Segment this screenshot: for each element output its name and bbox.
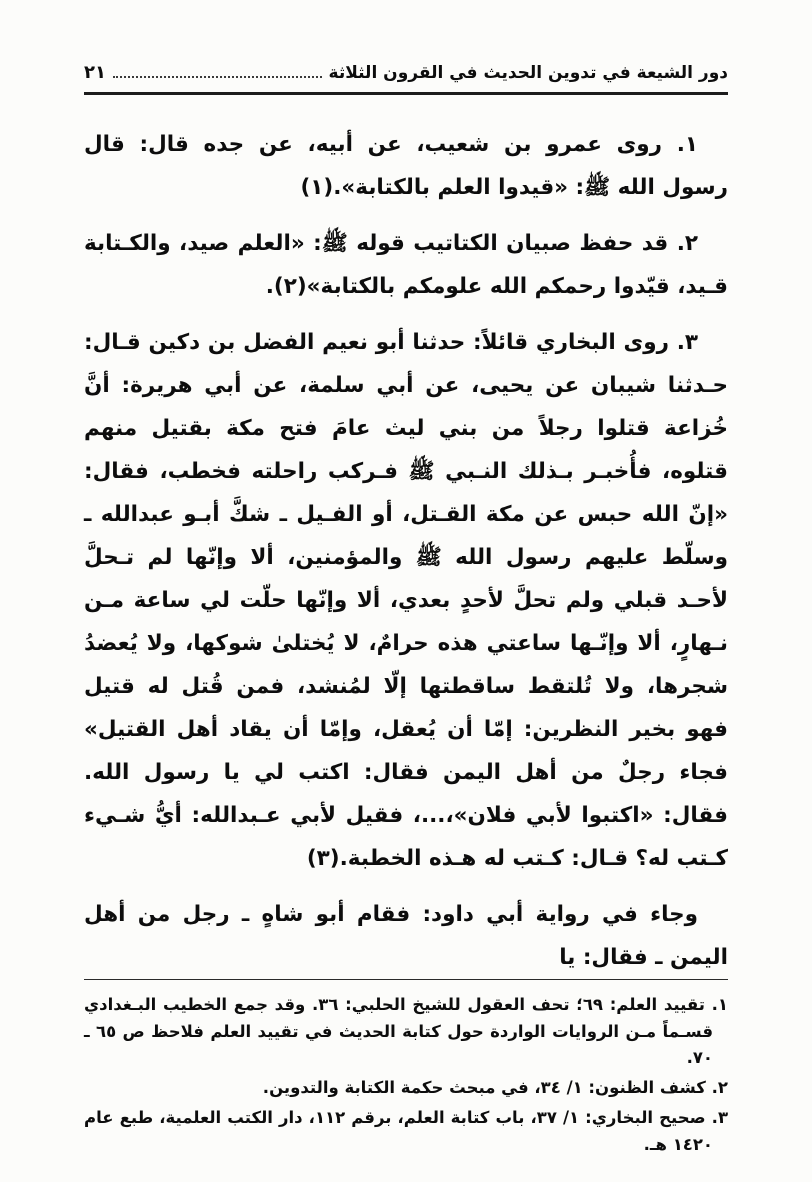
dot-leader [113,75,322,78]
footnote-area [84,979,728,1161]
chapter-title: دور الشيعة في تدوين الحديث في القرون الثلاثة [328,63,728,83]
footnote-3: ٣. صحيح البخاري: ١/ ٣٧، باب كتابة العلم، برقم ١١٢، دار الكتب العلمية، طبع عام ١٤٢٠ هـ. [84,1107,729,1154]
paragraph-4: وجاء في رواية أبي داود: فقام أبو شاهٍ ـ رجل من أهل اليمن ـ فقال: يا [84,902,728,970]
page-number: ٢١ [84,62,106,83]
paragraph-3: ٣. روى البخاري قائلاً: حدثنا أبو نعيم الفضل بن دكين قـال: حـدثنا شيبان عن يحيى، عن أبي سلمة، عن أبي هريرة: أنَّ خُزاعة قتلوا رجلاً من بني ليث عامَ فتح مكة بقتيل منهم قتلوه، فأُخبـر بـذلك النـبي ﷺ فـركب راحلته فخطب، فقال: «إنّ الله حبس عن مكة القـتل، أو الفـيل ـ شكَّ أبـو عبدالله ـ وسلّط عليهم رسول الله ﷺ والمؤمنين، ألا وإنّها لم تـحلَّ لأحـد قبلي ولم تحلَّ لأحدٍ بعدي، ألا وإنّها حلّت لي ساعة مـن نـهارٍ، ألا وإنّـها ساعتي هذه حرامٌ، لا يُختلىٰ شوكها، ولا يُعضدُ شجرها، ولا تُلتقط ساقطتها إلّا لمُنشد، فمن قُتل له قتيل فهو بخير النظرين: إمّا أن يُعقل، وإمّا أن يقاد أهل القتيل» فجاء رجلٌ من أهل اليمن فقال: اكتب لي يا رسول الله. فقال: «اكتبوا لأبي فلان»،...، فقيل لأبي عـبدالله: أيُّ شـيء كـتب له؟ قـال: كـتب له هـذه الخطبة.(٣) [84,330,728,871]
footnote-2: ٢. كشف الظنون: ١/ ٣٤، في مبحث حكمة الكتابة والتدوين. [262,1078,728,1098]
footnote-rule [84,979,728,980]
footnotes [84,992,728,1158]
paragraph-1: ١. روى عمرو بن شعيب، عن أبيه، عن جده قال: قال رسول الله ﷺ: «قيدوا العلم بالكتابة».(١) [84,132,728,200]
paragraph-2: ٢. قد حفظ صبيان الكتاتيب قوله ﷺ: «العلم صيد، والكـتابة قـيد، قيّدوا رحمكم الله علومكم بالكتابة»(٢). [84,231,728,299]
body-text [84,123,728,979]
header-rule [84,92,728,95]
footnote-1: ١. تقييد العلم: ٦٩؛ تحف العقول للشيخ الحلبي: ٣٦. وقد جمع الخطيب البـغدادي قسـماً مـن الروايات الواردة حول كتابة الحديث في تقييد العلم فلاحظ ص ٦٥ ـ ٧٠. [84,995,728,1068]
running-header [84,62,728,83]
